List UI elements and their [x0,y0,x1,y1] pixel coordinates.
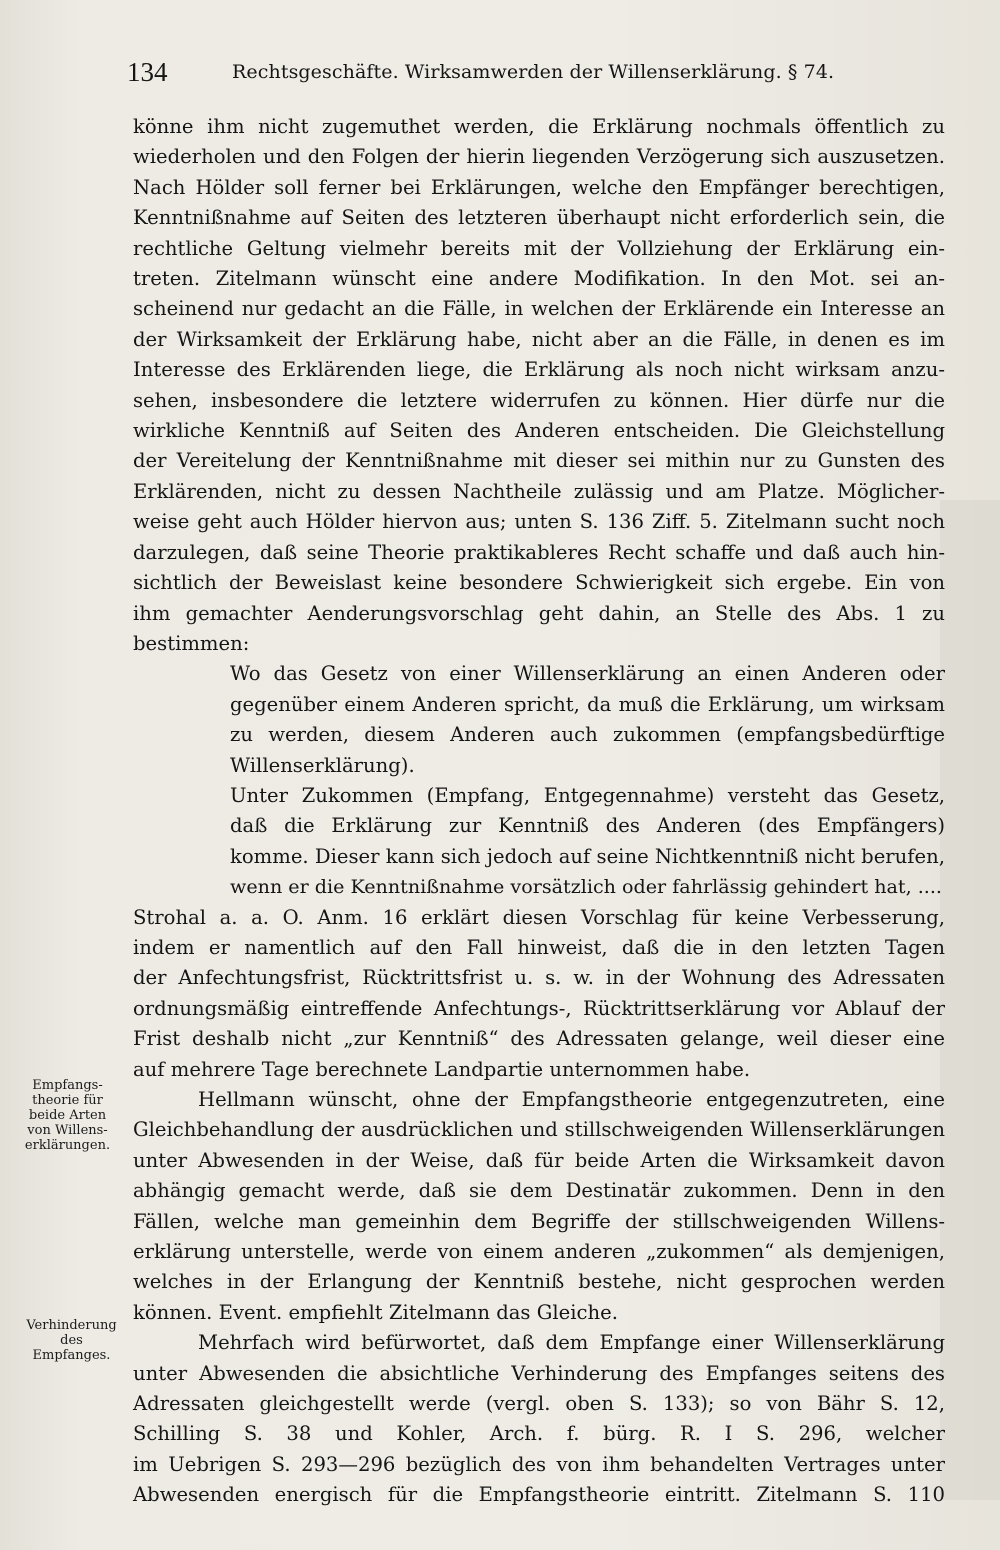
text-line: können. Event. empfiehlt Zitelmann das Gleiche. [133,1300,618,1324]
paragraph [133,903,945,1085]
text-line: könne ihm nicht zugemuthet werden, die Erklärung nochmals öffentlich zu [133,115,945,138]
text-line: sichtlich der Beweislast keine besondere Schwierigkeit sich ergebe. Ein von [133,571,945,595]
text-line: der Vereitelung der Kenntnißnahme mit dieser sei mithin nur zu Gunsten des [133,449,945,473]
text-line: der Anfechtungsfrist, Rücktrittsfrist u. s. w. in der Wohnung des Adressaten [133,966,945,990]
text-line: Gleichbehandlung der ausdrücklichen und stillschweigenden Willenserklärungen [133,1118,945,1142]
text-line: wirkliche Kenntniß auf Seiten des Anderen entscheiden. Die Gleichstellung [133,419,945,443]
text-line: bestimmen: [133,631,250,655]
text-line: der Wirksamkeit der Erklärung habe, nicht aber an die Fälle, in denen es im [133,327,945,351]
bleed-through-shadow [940,500,1000,1500]
margin-note-line: erklärungen. [24,1138,111,1153]
text-line: daß die Erklärung zur Kenntniß des Anderen (des Empfängers) [230,814,945,838]
margin-note-line: beide Arten [28,1108,107,1123]
text-line: weise geht auch Hölder hiervon aus; unten S. 136 Ziff. 5. Zitelmann sucht noch [133,510,945,534]
text-line: ihm gemachter Aenderungsvorschlag geht dahin, an Stelle des Abs. 1 zu [133,601,945,625]
text-line: wenn er die Kenntnißnahme vorsätzlich oder fahrlässig gehindert hat, .... [230,875,942,899]
text-line: Adressaten gleichgestellt werde (vergl. oben S. 133); so von Bähr S. 12, [133,1392,945,1416]
text-line: unter Abwesenden die absichtliche Verhinderung des Empfanges seitens des [133,1361,945,1385]
text-line: sehen, insbesondere die letztere widerrufen zu können. Hier dürfe nur die [133,388,945,412]
text-line: im Uebrigen S. 293—296 bezüglich des von ihm behandelten Vertrages unter [133,1452,945,1476]
margin-note-line: Empfanges. [32,1348,111,1363]
text-line: Nach Hölder soll ferner bei Erklärungen, welche den Empfänger berechtigen, [133,175,945,199]
margin-note-line: Verhinderung [26,1318,117,1333]
text-line: Abwesenden energisch für die Empfangstheorie eintritt. Zitelmann S. 110 [133,1483,945,1507]
text-line: Willenserklärung). [230,753,415,777]
text-line: wiederholen und den Folgen der hierin liegenden Verzögerung sich auszusetzen. [133,145,945,169]
text-line: Fällen, welche man gemeinhin dem Begriffe der stillschweigenden Willens- [133,1209,945,1233]
text-line: zu werden, diesem Anderen auch zukommen (empfangsbedürftige [230,723,945,747]
text-line: Wo das Gesetz von einer Willenserklärung an einen Anderen oder [230,662,945,686]
text-line: Erklärenden, nicht zu dessen Nachtheile zulässig und am Platze. Möglicher- [133,479,945,503]
text-line: unter Abwesenden in der Weise, daß für beide Arten die Wirksamkeit davon [133,1148,945,1172]
text-line: welches in der Erlangung der Kenntniß bestehe, nicht gesprochen werden [133,1270,945,1294]
text-line: treten. Zitelmann wünscht eine andere Modifikation. In den Mot. sei an- [133,267,945,291]
quoted-proposal [230,659,945,781]
text-line: auf mehrere Tage berechnete Landpartie unternommen habe. [133,1057,751,1081]
margin-note-empfangstheorie [10,1078,125,1153]
paragraph [133,112,945,659]
paragraph [133,1085,945,1328]
text-line: Kenntnißnahme auf Seiten des letzteren überhaupt nicht erforderlich sein, die [133,206,945,230]
margin-note-line: Empfangs- [32,1078,103,1093]
text-line: erklärung unterstelle, werde von einem anderen „zukommen“ als demjenigen, [133,1240,945,1264]
text-line: scheinend nur gedacht an die Fälle, in welchen der Erklärende ein Interesse an [133,297,945,321]
text-line: rechtliche Geltung vielmehr bereits mit der Vollziehung der Erklärung ein- [133,236,945,260]
text-line: darzulegen, daß seine Theorie praktikableres Recht schaffe und daß auch hin- [133,540,945,564]
text-line: Schilling S. 38 und Kohler, Arch. f. bürg. R. I S. 296, welcher [133,1422,945,1446]
text-line: indem er namentlich auf den Fall hinweist, daß die in den letzten Tagen [133,935,945,959]
paragraph [133,1328,945,1510]
margin-note-line: von Willens- [27,1123,108,1138]
running-title: Rechtsgeschäfte. Wirksamwerden der Willenserklärung. § 74. [232,61,835,83]
text-line: gegenüber einem Anderen spricht, da muß die Erklärung, um wirksam [230,692,945,716]
page-header [0,54,1000,90]
text-line: komme. Dieser kann sich jedoch auf seine Nichtkenntniß nicht berufen, [230,844,945,868]
text-line: Mehrfach wird befürwortet, daß dem Empfange einer Willenserklärung [198,1331,945,1355]
text-line: Interesse des Erklärenden liege, die Erklärung als noch nicht wirksam anzu- [133,358,945,382]
text-line: Frist deshalb nicht „zur Kenntniß“ des Adressaten gelange, weil dieser eine [133,1027,945,1051]
margin-note-line: theorie für [32,1093,103,1108]
margin-note-line: des [60,1333,83,1348]
text-line: Strohal a. a. O. Anm. 16 erklärt diesen Vorschlag für keine Verbesserung, [133,905,945,929]
body-text [133,112,945,1511]
text-line: Unter Zukommen (Empfang, Entgegennahme) versteht das Gesetz, [230,783,945,807]
text-line: ordnungsmäßig eintreffende Anfechtungs-, Rücktrittserklärung vor Ablauf der [133,996,945,1020]
text-line: Hellmann wünscht, ohne der Empfangstheorie entgegenzutreten, eine [198,1088,945,1111]
page-number: 134 [127,57,168,87]
margin-note-verhinderung [14,1318,129,1363]
quoted-proposal-continued [230,781,945,903]
text-line: abhängig gemacht werde, daß sie dem Destinatär zukommen. Denn in den [133,1179,945,1203]
